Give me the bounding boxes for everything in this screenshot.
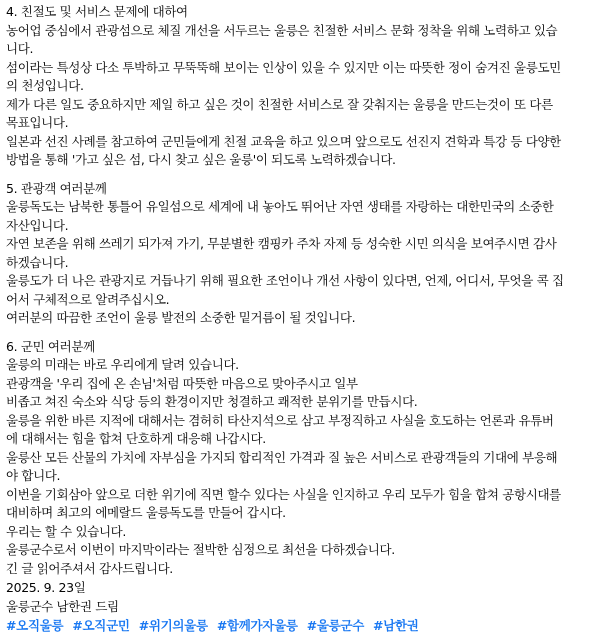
paragraph-line: 제가 다른 일도 중요하지만 제일 하고 싶은 것이 친절한 서비스로 잘 갖춰지는 울릉을 만드는것이 또 다른: [6, 96, 553, 112]
signature: 울릉군수 남한권 드림: [6, 598, 119, 614]
paragraph-line: 울릉을 위한 바른 지적에 대해서는 겸허히 타산지석으로 삼고 부정직하고 사실을 호도하는 언론과 유튜버: [6, 412, 554, 428]
hashtag-link[interactable]: #울릉군수: [306, 618, 364, 633]
paragraph-line: 울릉도가 더 나은 관광지로 거듭나기 위해 필요한 조언이나 개선 사항이 있다면, 언제, 어디서, 무엇을 콕 집: [6, 273, 564, 288]
paragraph-line: 에 대해서는 힘을 합쳐 단호하게 대응해 나갑시다.: [6, 431, 266, 446]
hashtag-link[interactable]: #오직울릉: [6, 618, 64, 633]
hashtag-link[interactable]: #오직군민: [72, 618, 130, 633]
paragraph-line: 의 천성입니다.: [6, 78, 84, 93]
paragraph-line: 자연 보존을 위해 쓰레기 되가져 가기, 무분별한 캠핑카 주차 자제 등 성숙한 시민 의식을 보여주시면 감사: [6, 236, 557, 251]
paragraph-line: 우리는 할 수 있습니다.: [6, 523, 127, 539]
post-date: 2025. 9. 23일: [6, 580, 86, 595]
paragraph-line: 자산입니다.: [6, 217, 69, 233]
paragraph-line: 하겠습니다.: [6, 254, 69, 270]
paragraph-line: 긴 글 읽어주셔서 감사드립니다.: [6, 560, 173, 576]
paragraph-line: 야 합니다.: [6, 468, 61, 483]
section-title: 5. 관광객 여러분께: [6, 180, 107, 196]
hashtag-link[interactable]: #위기의울릉: [138, 618, 208, 633]
paragraph-line: 울릉독도는 남북한 통틀어 유일섬으로 세계에 내 놓아도 뛰어난 자연 생태를 자랑하는 대한민국의 소중한: [6, 199, 554, 214]
paragraph-line: 어서 구체적으로 알려주십시오.: [6, 291, 170, 307]
paragraph-line: 울릉의 미래는 바로 우리에게 달려 있습니다.: [6, 357, 239, 372]
section-title: 4. 친절도 및 서비스 문제에 대하여: [6, 4, 188, 19]
paragraph-line: 관광객을 '우리 집에 온 손님'처럼 따뜻한 마음으로 맞아주시고 일부: [6, 375, 358, 391]
paragraph-line: 니다.: [6, 41, 34, 56]
paragraph-line: 목표입니다.: [6, 115, 69, 130]
hashtag-list: [6, 617, 600, 635]
paragraph-line: 이번을 기회삼아 앞으로 더한 위기에 직면 할수 있다는 사실을 인지하고 우리 모두가 힘을 합쳐 공항시대를: [6, 486, 561, 502]
hashtag-link[interactable]: #함께가자울릉: [216, 618, 298, 633]
paragraph-line: 여러분의 따끔한 조언이 울릉 발전의 소중한 밑거름이 될 것입니다.: [6, 310, 356, 325]
paragraph-line: 일본과 선진 사례를 참고하여 군민들에게 친절 교육을 하고 있으며 앞으로도 선진지 견학과 특강 등 다양한: [6, 133, 561, 149]
paragraph-line: 섬이라는 특성상 다소 투박하고 무뚝뚝해 보이는 인상이 있을 수 있지만 이는 따뜻한 정이 숨겨진 울릉도민: [6, 59, 561, 75]
paragraph-line: 비좁고 쳐진 숙소와 식당 등의 환경이지만 청결하고 쾌적한 분위기를 만듭시다.: [6, 394, 418, 409]
paragraph-line: 농어업 중심에서 관광섬으로 체질 개선을 서두르는 울릉은 친절한 서비스 문화 정착을 위해 노력하고 있습: [6, 22, 558, 38]
paragraph-line: 방법을 통해 '가고 싶은 섬, 다시 찾고 싶은 울릉'이 되도록 노력하겠습니다.: [6, 152, 396, 167]
hashtag-link[interactable]: #남한권: [373, 618, 419, 633]
paragraph-line: 울릉군수로서 이번이 마지막이라는 절박한 심정으로 최선을 다하겠습니다.: [6, 542, 395, 557]
section-title: 6. 군민 여러분께: [6, 338, 95, 354]
paragraph-line: 울릉산 모든 산물의 가치에 자부심을 가지되 합리적인 가격과 질 높은 서비스로 관광객들의 기대에 부응해: [6, 449, 558, 465]
paragraph-line: 대비하며 최고의 에메랄드 울릉독도를 만들어 갑시다.: [6, 505, 286, 520]
